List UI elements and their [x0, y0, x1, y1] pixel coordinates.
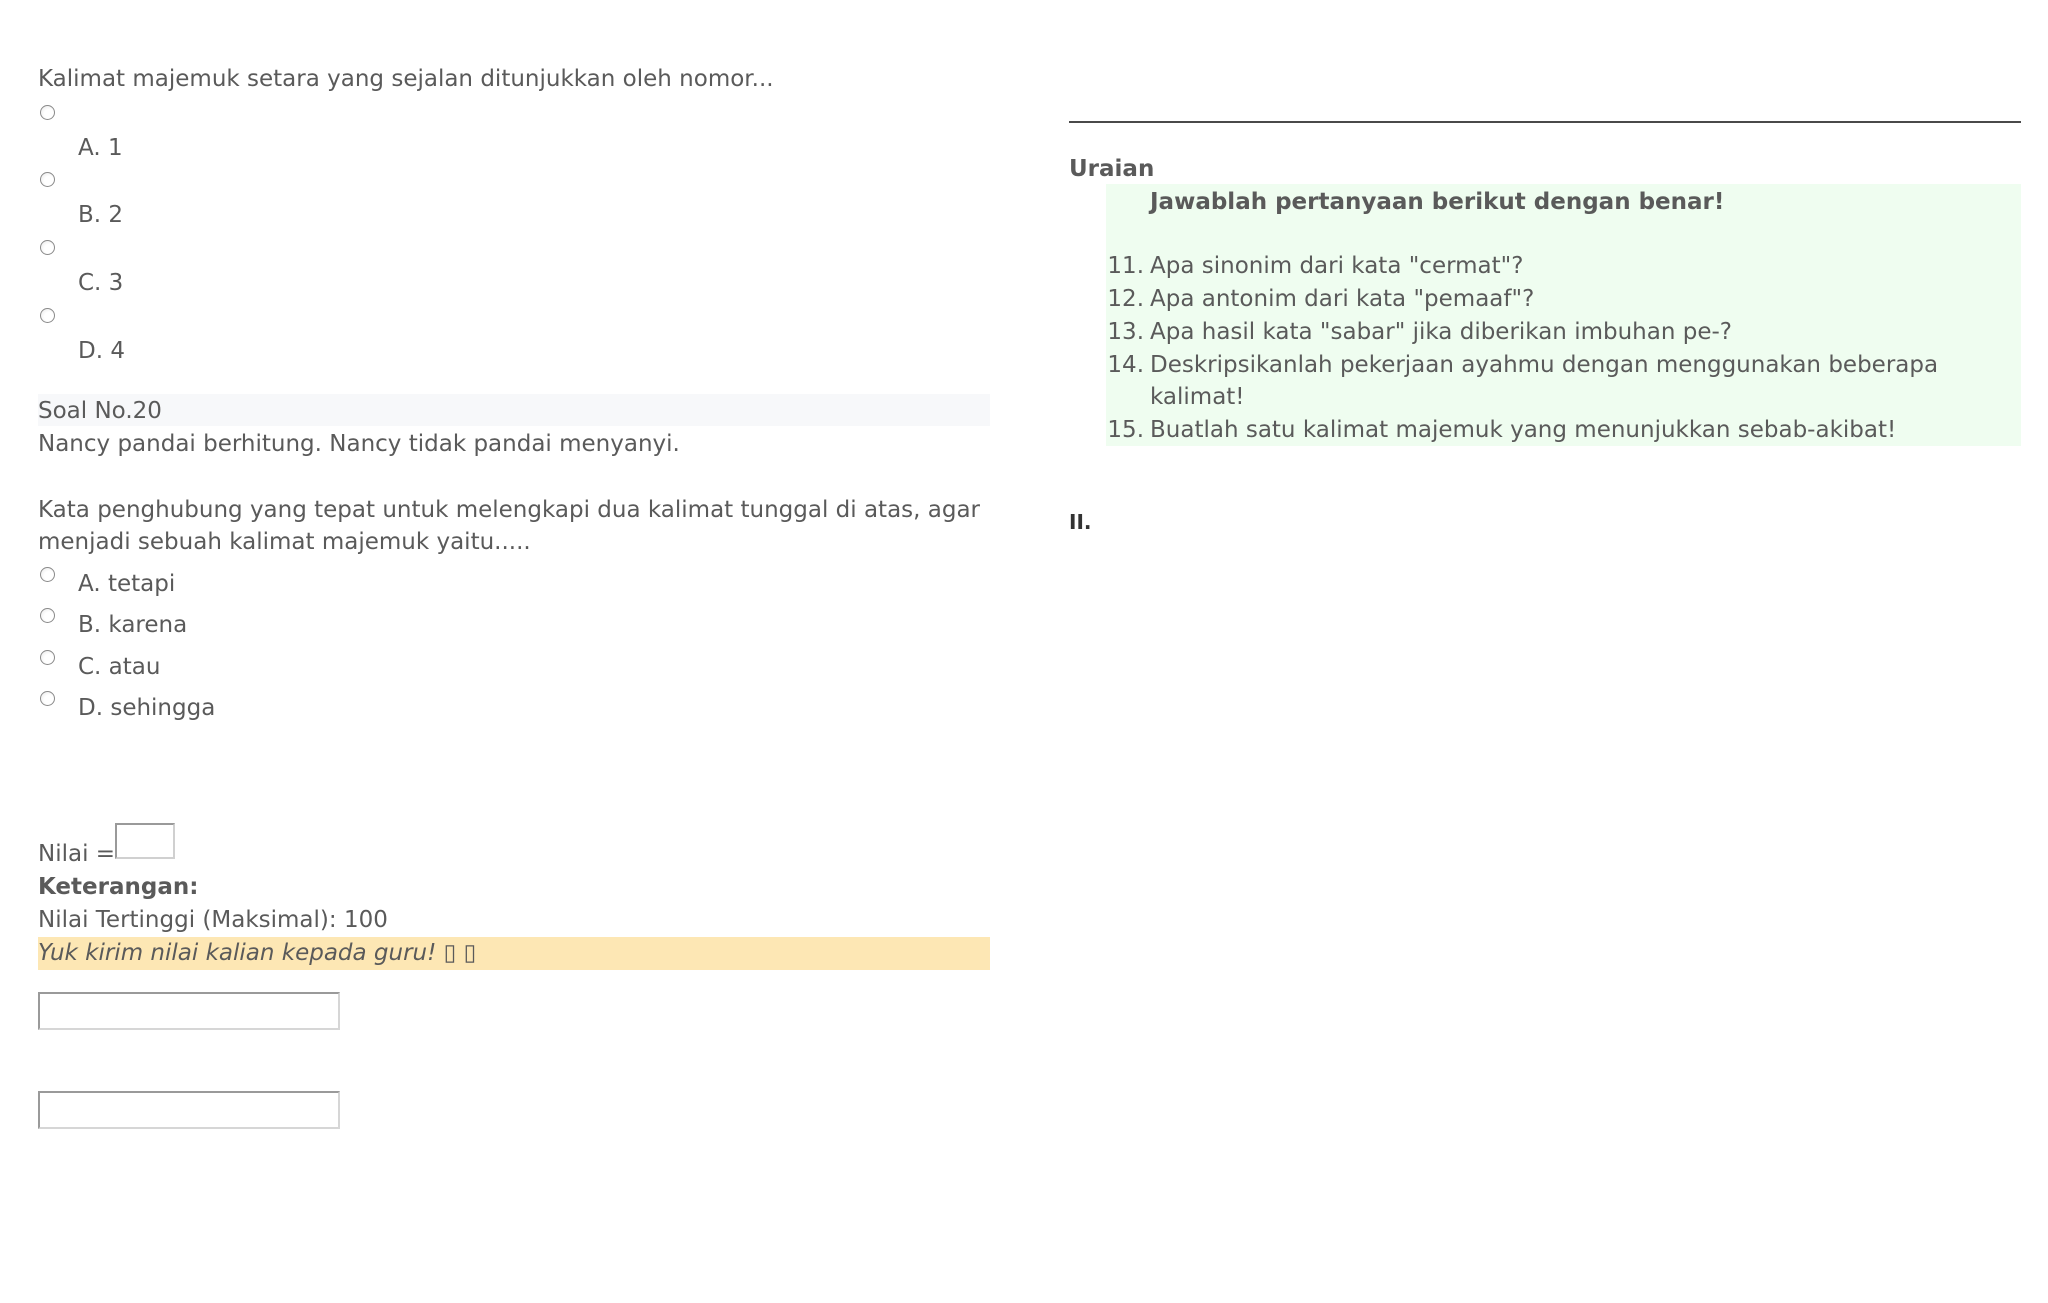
- uraian-item-text: Apa antonim dari kata "pemaaf"?: [1150, 286, 1535, 312]
- q20-option-b-label: B. karena: [78, 612, 188, 638]
- q19-option-a-radio[interactable]: [40, 105, 55, 120]
- student-class-input[interactable]: [38, 1091, 340, 1129]
- q20-option-c-label: C. atau: [78, 654, 161, 680]
- uraian-item: [1106, 414, 1897, 446]
- uraian-item-text: Apa sinonim dari kata "cermat"?: [1150, 253, 1524, 279]
- uraian-instruction: Jawablah pertanyaan berikut dengan benar!: [1150, 189, 1725, 215]
- uraian-item-text: Deskripsikanlah pekerjaan ayahmu dengan menggunakan beberapa: [1150, 352, 1939, 378]
- question-20-prompt-line2: menjadi sebuah kalimat majemuk yaitu.....: [38, 529, 531, 555]
- q19-option-c-label: C. 3: [78, 270, 124, 296]
- nilai-input[interactable]: [115, 823, 175, 859]
- uraian-item-number: 14.: [1107, 352, 1144, 378]
- uraian-item-text-continued: kalimat!: [1150, 384, 1245, 410]
- cta-text: Yuk kirim nilai kalian kepada guru! ▯ ▯: [38, 940, 477, 966]
- uraian-item-text: Apa hasil kata "sabar" jika diberikan imbuhan pe-?: [1150, 319, 1732, 345]
- q19-option-a-label: A. 1: [78, 135, 123, 161]
- uraian-item: [1106, 250, 1524, 282]
- q19-option-b-radio[interactable]: [40, 172, 55, 187]
- keterangan-label: Keterangan:: [38, 874, 199, 900]
- q20-option-a-radio[interactable]: [40, 567, 55, 582]
- question-20-statement: Nancy pandai berhitung. Nancy tidak pandai menyanyi.: [38, 431, 680, 457]
- uraian-item-text: Buatlah satu kalimat majemuk yang menunjukkan sebab-akibat!: [1150, 417, 1897, 443]
- soal-number-label: Soal No.20: [38, 398, 162, 424]
- max-score-text: Nilai Tertinggi (Maksimal): 100: [38, 907, 388, 933]
- q20-option-c-radio[interactable]: [40, 650, 55, 665]
- q19-option-d-radio[interactable]: [40, 308, 55, 323]
- q20-option-a-label: A. tetapi: [78, 571, 176, 597]
- question-19-text: Kalimat majemuk setara yang sejalan ditunjukkan oleh nomor...: [38, 66, 774, 92]
- soal-label-bar: [38, 394, 990, 426]
- q20-option-d-radio[interactable]: [40, 691, 55, 706]
- uraian-heading: Uraian: [1069, 156, 1155, 182]
- uraian-item: [1106, 283, 1535, 315]
- q19-option-c-radio[interactable]: [40, 240, 55, 255]
- uraian-item-number: 11.: [1107, 253, 1144, 279]
- nilai-label: Nilai =: [38, 841, 116, 867]
- uraian-item: [1106, 316, 1732, 348]
- section-marker: II.: [1069, 510, 1092, 534]
- q19-option-b-label: B. 2: [78, 202, 124, 228]
- q20-option-b-radio[interactable]: [40, 608, 55, 623]
- uraian-item-number: 15.: [1107, 417, 1144, 443]
- q20-option-d-label: D. sehingga: [78, 695, 216, 721]
- question-20-prompt-line1: Kata penghubung yang tepat untuk melengkapi dua kalimat tunggal di atas, agar: [38, 497, 981, 523]
- uraian-item-number: 12.: [1107, 286, 1144, 312]
- section-divider: [1069, 121, 2021, 123]
- student-name-input[interactable]: [38, 992, 340, 1030]
- uraian-item-number: 13.: [1107, 319, 1144, 345]
- q19-option-d-label: D. 4: [78, 338, 125, 364]
- uraian-item: [1106, 349, 1939, 381]
